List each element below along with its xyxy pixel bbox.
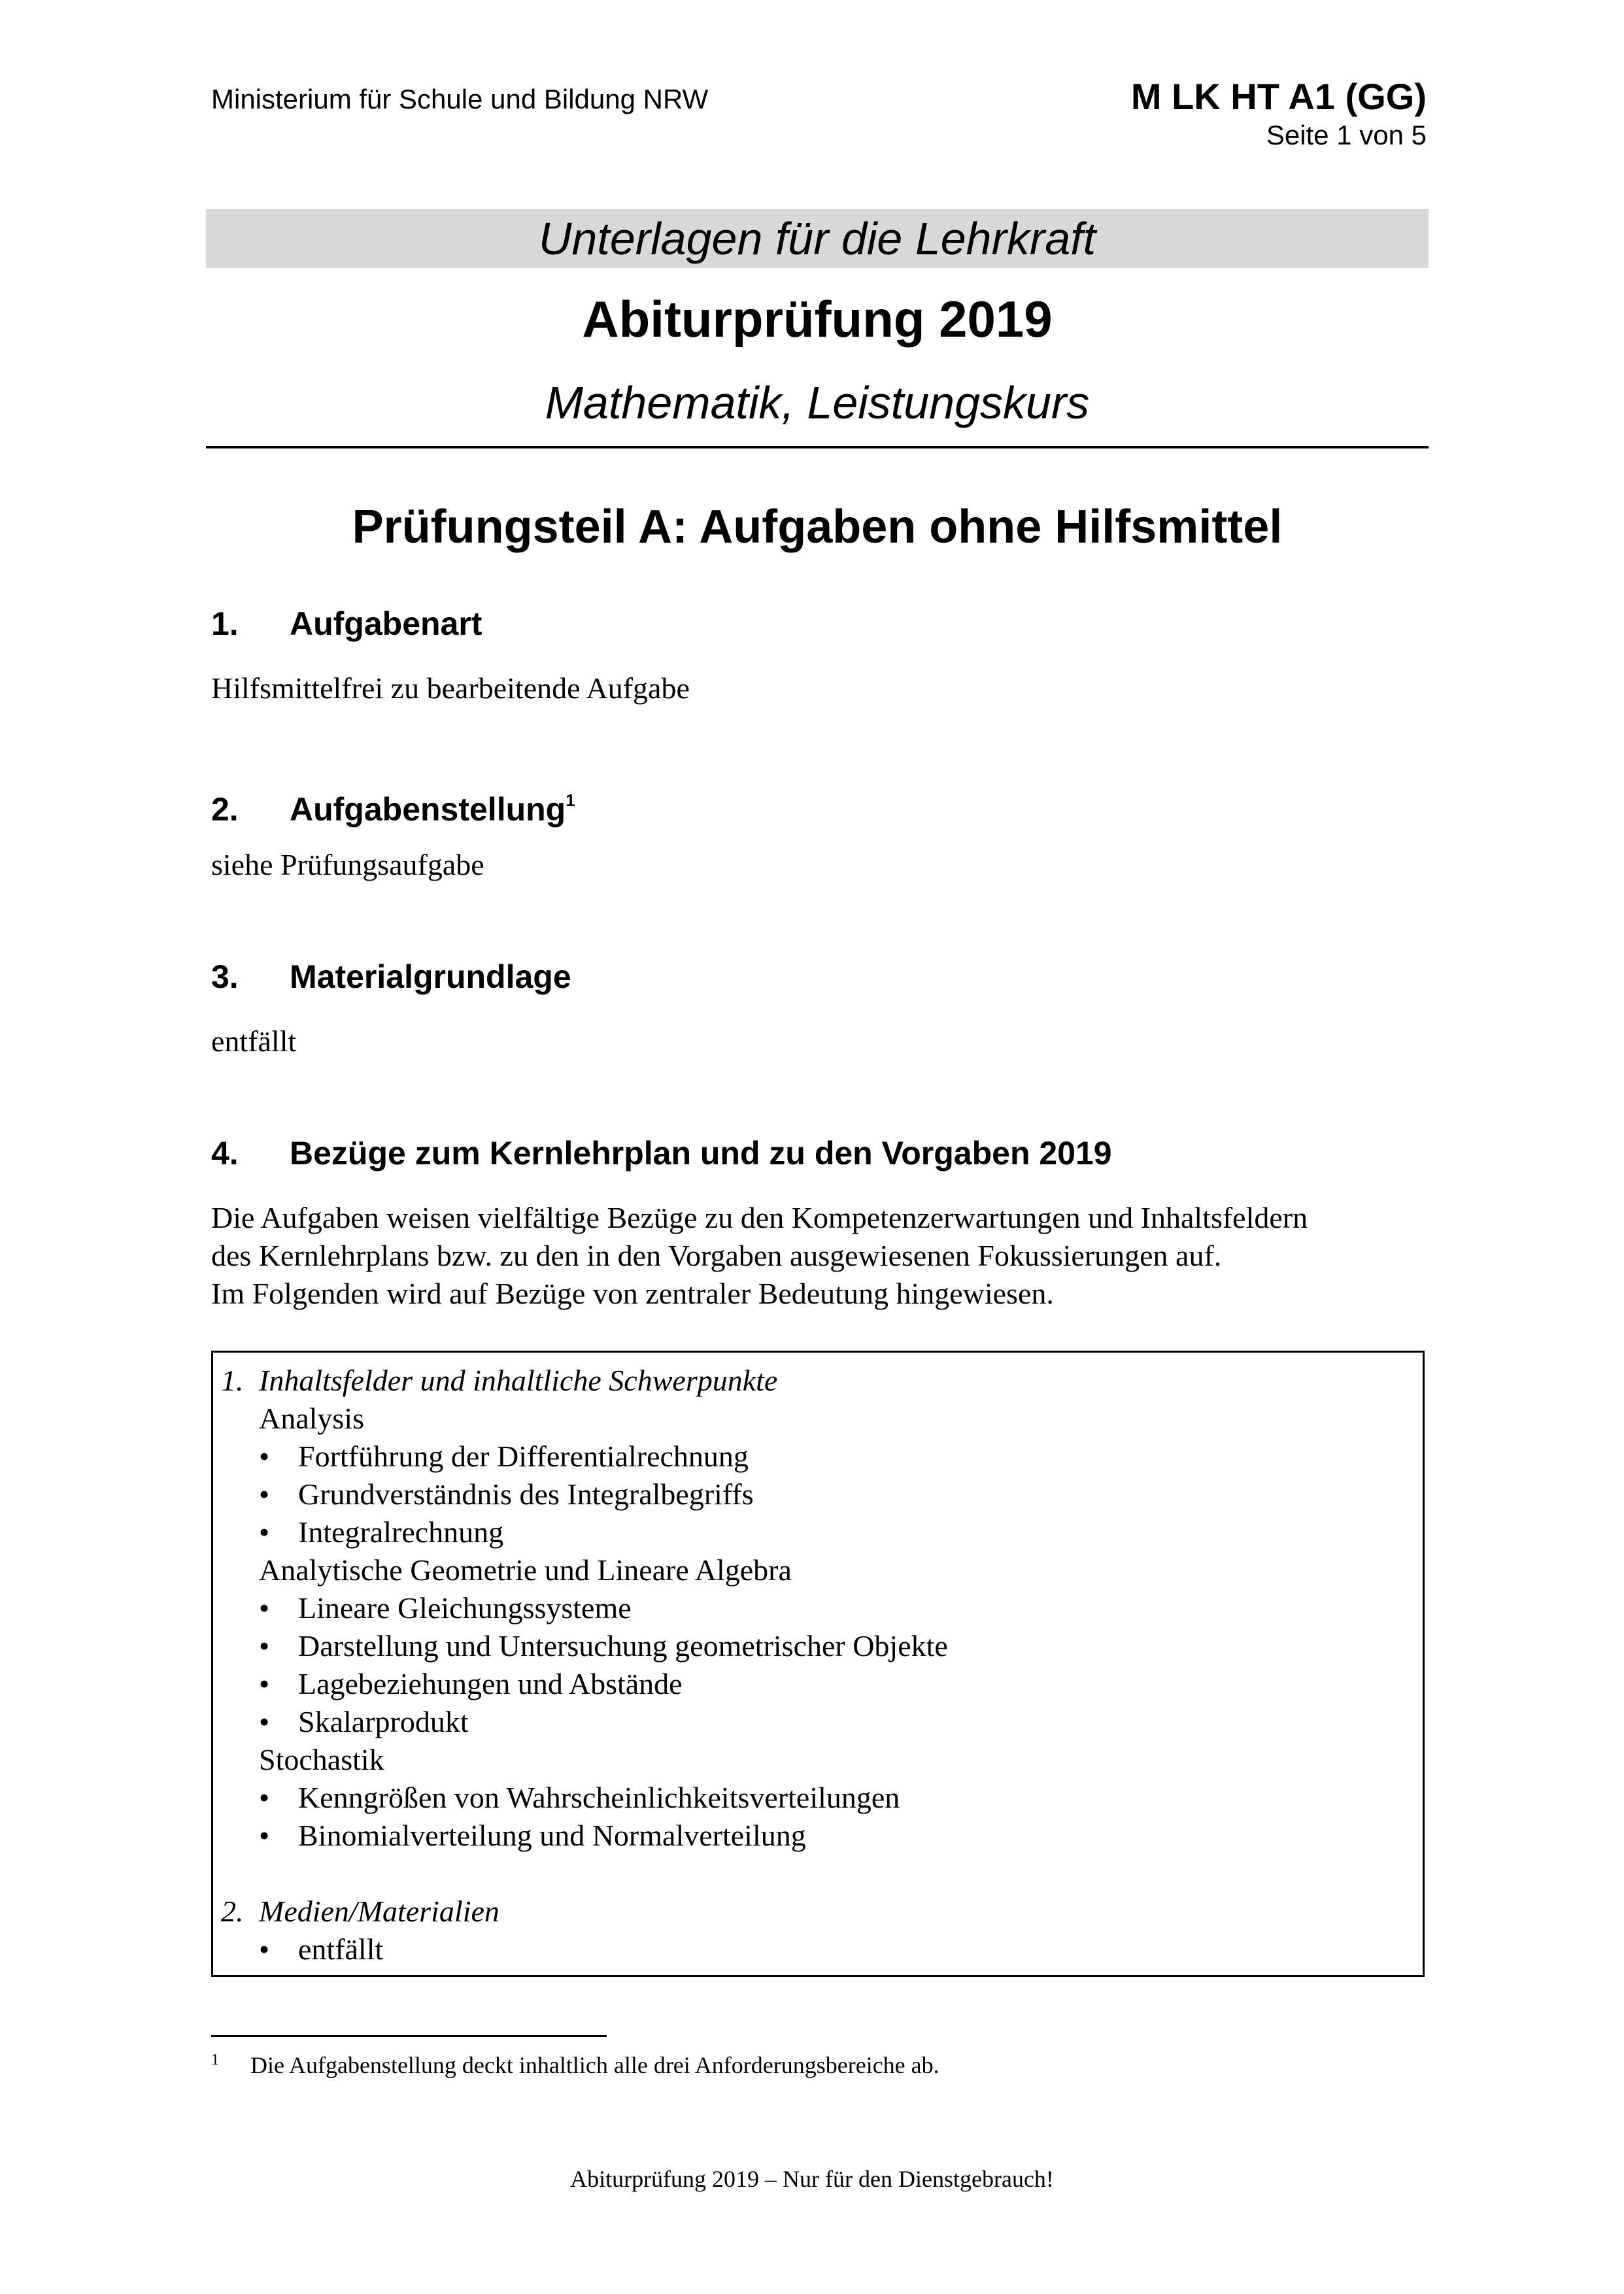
document-title: Abiturprüfung 2019 (582, 290, 1053, 348)
group-name-analysis: Analysis (259, 1402, 364, 1435)
section-title: Aufgabenart (290, 605, 482, 642)
group-name-stochastik: Stochastik (259, 1743, 384, 1776)
section-number: 1. (211, 605, 239, 642)
paragraph-line: des Kernlehrplans bzw. zu den in den Vorgaben ausgewiesenen Fokussierungen auf. (211, 1239, 1222, 1272)
bullet-item (259, 1589, 632, 1627)
section-paragraph (211, 1199, 1427, 1313)
bullet-icon: • (259, 1705, 270, 1738)
bullet-text: Binomialverteilung und Normalverteilung (298, 1819, 806, 1852)
bullet-text: Lagebeziehungen und Abstände (298, 1667, 683, 1700)
bullet-item (259, 1931, 383, 1968)
paragraph-line: Im Folgenden wird auf Bezüge von zentraler Bedeutung hingewiesen. (211, 1277, 1054, 1310)
bullet-text: Skalarprodukt (298, 1705, 469, 1738)
bullet-text: entfällt (298, 1932, 384, 1966)
document-code: M LK HT A1 (GG) (1130, 76, 1427, 117)
footnote-reference: 1 (566, 790, 575, 810)
bullet-text: Fortführung der Differentialrechnung (298, 1440, 749, 1473)
section-heading-materialgrundlage (211, 956, 571, 998)
section-text: entfällt (211, 1024, 297, 1058)
section-title: Bezüge zum Kernlehrplan und zu den Vorgaben 2019 (290, 1135, 1112, 1172)
bullet-item (259, 1438, 749, 1476)
document-code-block (1131, 76, 1427, 153)
paragraph-line: Die Aufgaben weisen vielfältige Bezüge zu den Kompetenzerwartungen und Inhaltsfeldern (211, 1201, 1308, 1234)
section-heading-aufgabenstellung (211, 779, 575, 830)
box-item-title: Inhaltsfelder und inhaltliche Schwerpunkte (259, 1364, 778, 1397)
box-item-number: 1. (221, 1364, 244, 1397)
teacher-materials-banner: Unterlagen für die Lehrkraft (206, 209, 1429, 268)
part-title: Prüfungsteil A: Aufgaben ohne Hilfsmittel (352, 501, 1283, 553)
footnote-text: Die Aufgabenstellung deckt inhaltlich alle drei Anforderungsbereiche ab. (250, 2052, 939, 2078)
bullet-text: Kenngrößen von Wahrscheinlichkeitsverteilungen (298, 1781, 900, 1814)
section-text: siehe Prüfungsaufgabe (211, 848, 484, 881)
section-title: Aufgabenstellung (290, 791, 566, 828)
bullet-text: Integralrechnung (298, 1515, 504, 1549)
section-heading-aufgabenart (211, 603, 482, 645)
box-item-number: 2. (221, 1895, 244, 1928)
section-title: Materialgrundlage (290, 958, 571, 995)
bullet-item (259, 1513, 503, 1551)
section-text: Hilfsmittelfrei zu bearbeitende Aufgabe (211, 671, 690, 705)
bullet-item (259, 1665, 683, 1703)
bullet-text: Lineare Gleichungssysteme (298, 1591, 632, 1625)
page-footer: Abiturprüfung 2019 – Nur für den Dienstgebrauch! (570, 2166, 1054, 2192)
bullet-item (259, 1817, 806, 1855)
bullet-item (259, 1703, 469, 1741)
group-name-geometry: Analytische Geometrie und Lineare Algebra (259, 1553, 792, 1587)
section-number: 3. (211, 958, 239, 995)
bullet-icon: • (259, 1515, 270, 1549)
title-divider (206, 446, 1429, 448)
bullet-item (259, 1627, 948, 1665)
bullet-icon: • (259, 1667, 270, 1700)
footnote-divider (211, 2035, 607, 2037)
bullet-icon: • (259, 1819, 270, 1852)
document-subtitle: Mathematik, Leistungskurs (545, 377, 1090, 428)
ministry-name: Ministerium für Schule und Bildung NRW (211, 84, 709, 114)
page-number: Seite 1 von 5 (1266, 120, 1427, 150)
section-number: 4. (211, 1135, 239, 1172)
bullet-item (259, 1779, 900, 1817)
bullet-item (259, 1476, 754, 1513)
section-heading-bezuege (211, 1132, 1112, 1174)
curriculum-box (211, 1351, 1425, 1977)
bullet-icon: • (259, 1477, 270, 1511)
bullet-icon: • (259, 1629, 270, 1662)
section-number: 2. (211, 791, 239, 828)
bullet-icon: • (259, 1781, 270, 1814)
bullet-text: Darstellung und Untersuchung geometrischer Objekte (298, 1629, 948, 1662)
bullet-icon: • (259, 1440, 270, 1473)
footnote-mark: 1 (211, 2051, 219, 2068)
bullet-icon: • (259, 1591, 270, 1625)
bullet-icon: • (259, 1932, 270, 1966)
bullet-text: Grundverständnis des Integralbegriffs (298, 1477, 754, 1511)
box-item-title: Medien/Materialien (259, 1895, 499, 1928)
